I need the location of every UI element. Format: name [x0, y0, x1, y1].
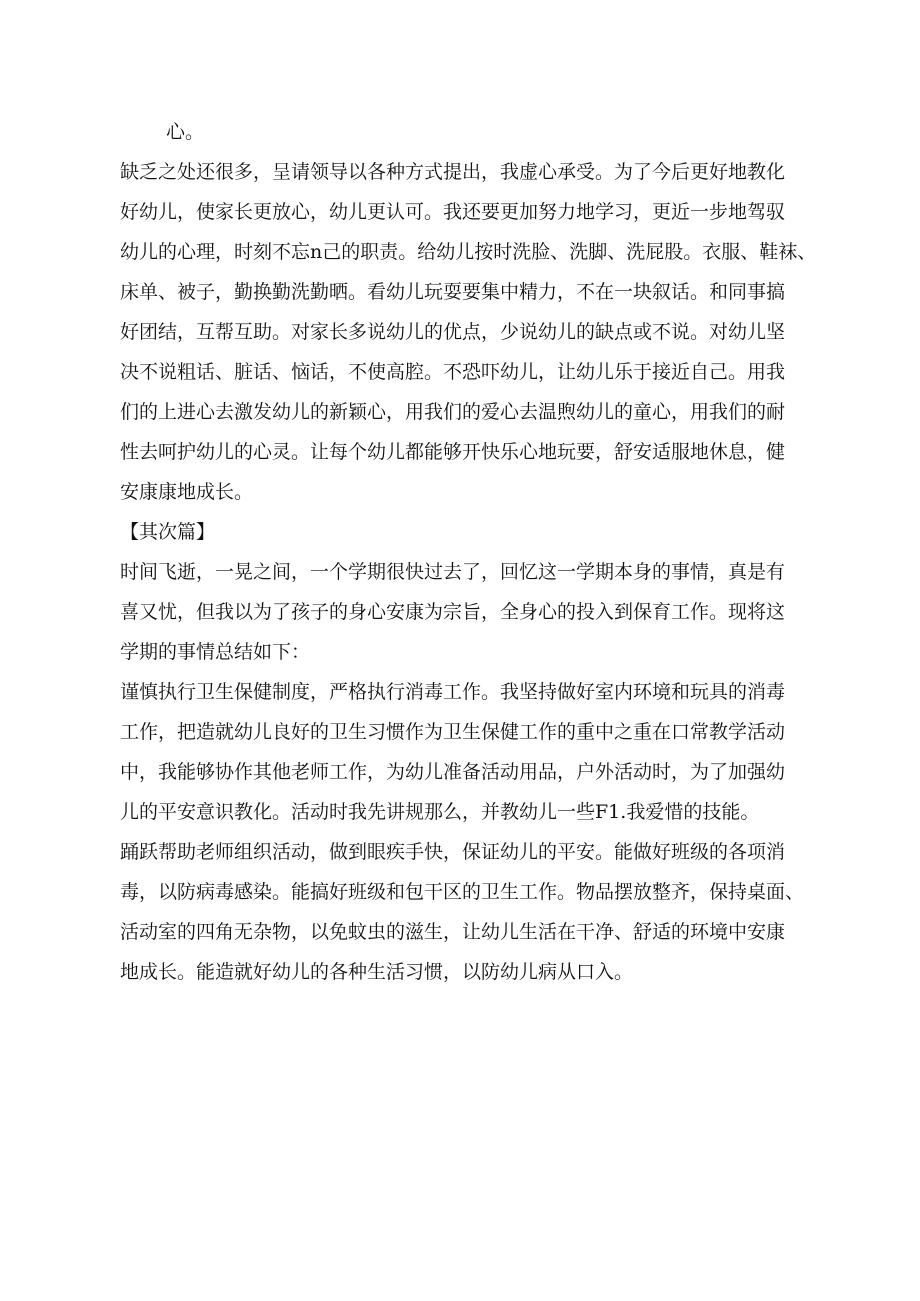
text-line: 中，我能够协作其他老师工作，为幼儿准备活动用品，户外活动时，为了加强幼 [120, 761, 786, 783]
text-line: 地成长。能造就好幼儿的各种生活习惯，以防幼儿病从口入。 [120, 961, 634, 983]
text-line: 儿的平安意识教化。活动时我先讲规那么，并教幼儿一些F1.我爱惜的技能。 [120, 801, 760, 823]
text-line: 学期的事情总结如下： [120, 641, 311, 663]
text-line: 性去呵护幼儿的心灵。让每个幼儿都能够开快乐心地玩要，舒安适服地休息，健 [120, 441, 786, 463]
text-line: 工作，把造就幼儿良好的卫生习惯作为卫生保健工作的重中之重在口常教学活动 [120, 721, 786, 743]
section-heading [120, 512, 810, 552]
text-line: 好幼儿，使家长更放心，幼儿更认可。我还要更加努力地学习，更近一步地驾驭 [120, 201, 786, 223]
paragraph [120, 112, 810, 152]
text-line: 喜又忧，但我以为了孩子的身心安康为宗旨，全身心的投入到保育工作。现将这 [120, 601, 786, 623]
document-body [120, 112, 817, 992]
text-line: 踊跃帮助老师组织活动，做到眼疾手快，保证幼儿的平安。能做好班级的各项消 [120, 841, 786, 863]
text-line: 【其次篇】 [120, 521, 216, 543]
text-line: 决不说粗话、脏话、恼话，不使高腔。不恐吓幼儿，让幼儿乐于接近自己。用我 [120, 361, 786, 383]
text-line: 谨慎执行卫生保健制度，严格执行消毒工作。我坚持做好室内环境和玩具的消毒 [120, 681, 786, 703]
text-line: 心。 [166, 121, 205, 143]
text-line: 缺乏之处还很多，呈请领导以各种方式提出，我虚心承受。为了今后更好地教化 [120, 161, 786, 183]
paragraph [120, 832, 810, 992]
text-line: 们的上进心去激发幼儿的新颖心，用我们的爱心去温煦幼儿的童心，用我们的耐 [120, 401, 786, 423]
paragraph [120, 672, 810, 832]
text-line: 时间飞逝，一晃之间，一个学期很快过去了，回忆这一学期本身的事情，真是有 [120, 561, 786, 583]
text-line: 好团结，互帮互助。对家长多说幼儿的优点，少说幼儿的缺点或不说。对幼儿坚 [120, 321, 786, 343]
paragraph [120, 152, 817, 512]
text-line: 毒，以防病毒感染。能搞好班级和包干区的卫生工作。物品摆放整齐，保持桌面、 [120, 881, 805, 903]
text-line: 床单、被子，勤换勤洗勤晒。看幼儿玩耍要集中精力，不在一块叙话。和同事搞 [120, 281, 786, 303]
text-line: 安康康地成长。 [120, 481, 254, 503]
text-line: 幼儿的心理，时刻不忘n己的职责。给幼儿按时洗脸、洗脚、洗屁股。衣服、鞋袜、 [120, 241, 817, 263]
paragraph [120, 552, 810, 672]
text-line: 活动室的四角无杂物，以免蚊虫的滋生，让幼儿生活在干净、舒适的环境中安康 [120, 921, 786, 943]
